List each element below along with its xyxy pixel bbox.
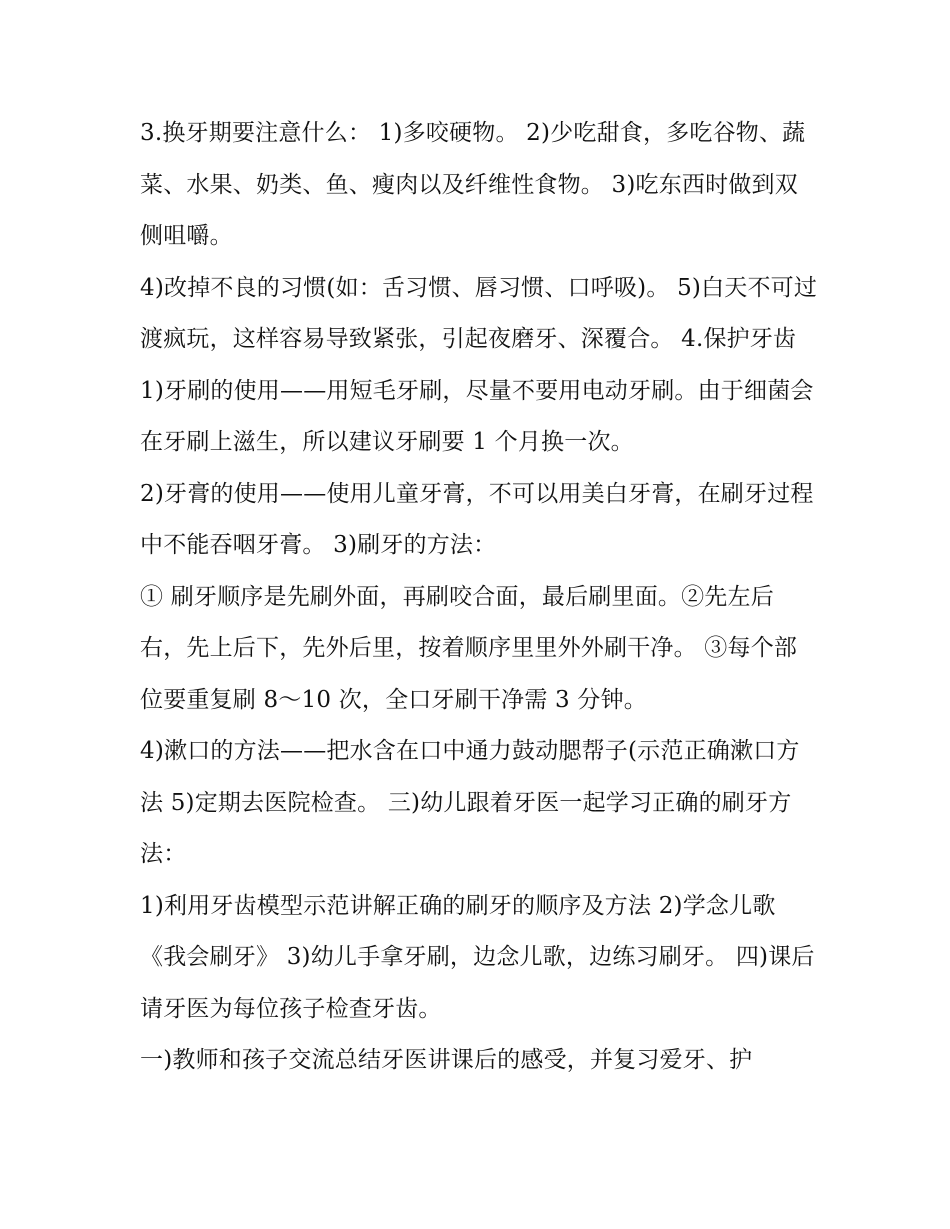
paragraph-summary: 一)教师和孩子交流总结牙医讲课后的感受，并复习爱牙、护	[140, 1047, 753, 1073]
paragraph-bad-habits: 4)改掉不良的习惯(如：舌习惯、唇习惯、口呼吸)。 5)白天不可过渡疯玩，这样容易导致紧张，引起夜磨牙、深覆合。 4.保护牙齿	[140, 274, 818, 352]
paragraph-toothpaste-use: 2)牙膏的使用——使用儿童牙膏，不可以用美白牙膏，在刷牙过程中不能吞咽牙膏。 3)刷牙的方法：	[140, 480, 814, 558]
paragraph-learning-activities: 1)利用牙齿模型示范讲解正确的刷牙的顺序及方法 2)学念儿歌《我会刷牙》 3)幼儿手拿牙刷，边念儿歌，边练习刷牙。 四)课后请牙医为每位孩子检查牙齿。	[140, 892, 815, 1022]
paragraph-brushing-order: ① 刷牙顺序是先刷外面，再刷咬合面，最后刷里面。②先左后右，先上后下，先外后里，按着顺序里里外外刷干净。 ③每个部位要重复刷 8～10 次，全口牙刷干净需 3 分钟。	[140, 583, 798, 713]
paragraph-tooth-replacement: 3.换牙期要注意什么： 1)多咬硬物。 2)少吃甜食，多吃谷物、蔬菜、水果、奶类、鱼、瘦肉以及纤维性食物。 3)吃东西时做到双侧咀嚼。	[140, 120, 806, 249]
paragraph-toothbrush-use: 1)牙刷的使用——用短毛牙刷，尽量不要用电动牙刷。由于细菌会在牙刷上滋生，所以建议牙刷要 1 个月换一次。	[140, 377, 814, 455]
paragraph-rinsing-method: 4)漱口的方法——把水含在口中通力鼓动腮帮子(示范正确漱口方法 5)定期去医院检查。 三)幼儿跟着牙医一起学习正确的刷牙方法：	[140, 738, 800, 867]
document-body	[140, 108, 820, 1087]
